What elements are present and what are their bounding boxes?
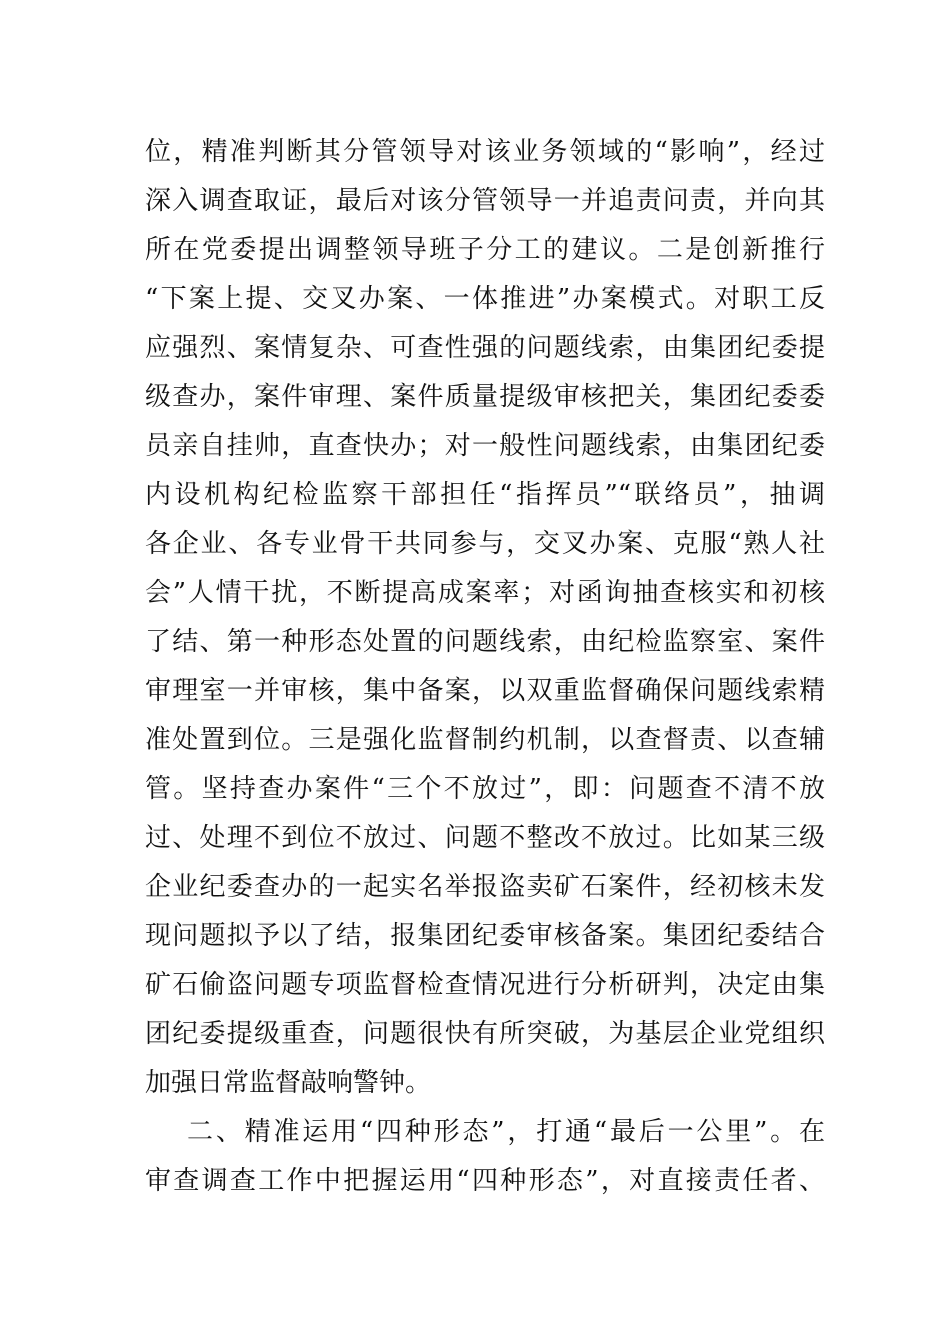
text-line-7: 员亲自挂帅，直查快办；对一般性问题线索，由集团纪委	[145, 431, 825, 461]
text-line-11: 了结、第一种形态处置的问题线索，由纪检监察室、案件	[145, 627, 825, 657]
text-line-5: 应强烈、案情复杂、可查性强的问题线索，由集团纪委提	[145, 333, 825, 363]
text-line-2: 深入调查取证，最后对该分管领导一并追责问责，并向其	[145, 186, 825, 216]
text-line-18: 矿石偷盗问题专项监督检查情况进行分析研判，决定由集	[145, 970, 825, 1000]
text-line-20: 加强日常监督敲响警钟。	[145, 1068, 432, 1098]
section-heading-line: 二、精准运用“四种形态”，打通“最后一公里”。在	[187, 1117, 825, 1147]
text-line-22: 审查调查工作中把握运用“四种形态”，对直接责任者、	[145, 1166, 825, 1196]
text-line-17: 现问题拟予以了结，报集团纪委审核备案。集团纪委结合	[145, 921, 825, 951]
text-line-8: 内设机构纪检监察干部担任“指挥员”“联络员”，抽调	[145, 480, 825, 510]
document-body	[145, 128, 825, 1206]
text-line-6: 级查办，案件审理、案件质量提级审核把关，集团纪委委	[145, 382, 825, 412]
text-line-9: 各企业、各专业骨干共同参与，交叉办案、克服“熟人社	[145, 529, 825, 559]
text-line-3: 所在党委提出调整领导班子分工的建议。二是创新推行	[145, 235, 825, 265]
text-line-14: 管。坚持查办案件“三个不放过”，即：问题查不清不放	[145, 774, 825, 804]
text-line-13: 准处置到位。三是强化监督制约机制，以查督责、以查辅	[145, 725, 825, 755]
text-line-19: 团纪委提级重查，问题很快有所突破，为基层企业党组织	[145, 1019, 825, 1049]
text-line-16: 企业纪委查办的一起实名举报盗卖矿石案件，经初核未发	[145, 872, 825, 902]
text-line-12: 审理室一并审核，集中备案，以双重监督确保问题线索精	[145, 676, 825, 706]
text-line-15: 过、处理不到位不放过、问题不整改不放过。比如某三级	[145, 823, 825, 853]
text-line-4: “下案上提、交叉办案、一体推进”办案模式。对职工反	[145, 284, 825, 314]
text-line-1: 位，精准判断其分管领导对该业务领域的“影响”，经过	[145, 137, 825, 167]
text-line-10: 会”人情干扰，不断提高成案率；对函询抽查核实和初核	[145, 578, 825, 608]
